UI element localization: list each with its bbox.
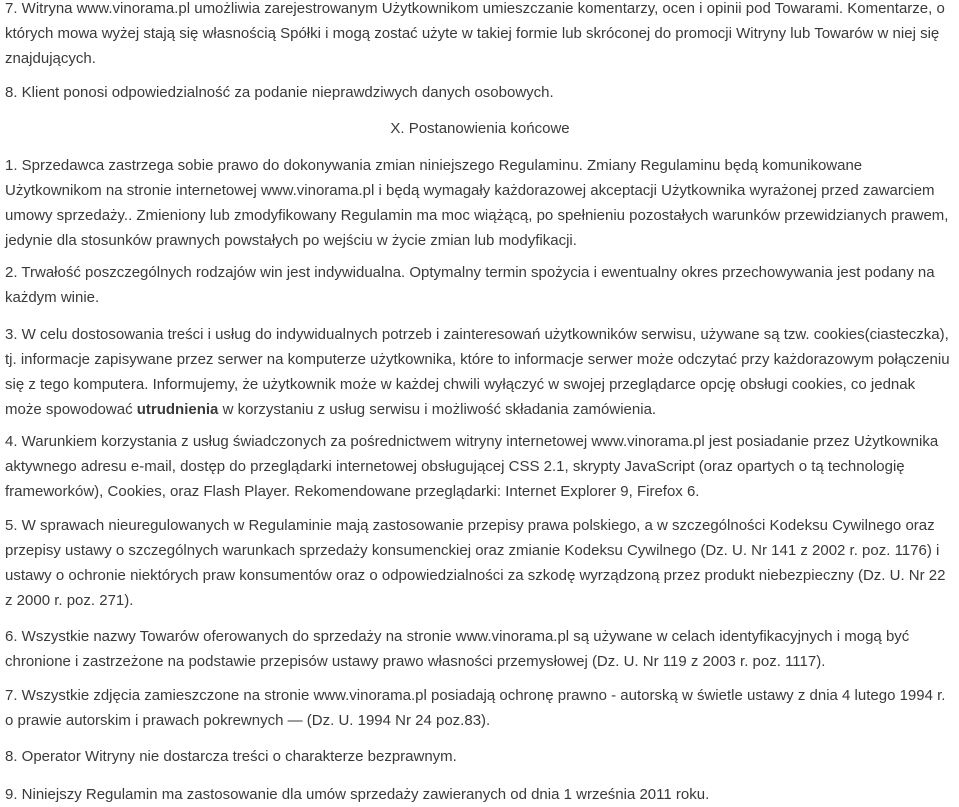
section-x-item-7: 7. Wszystkie zdjęcia zamieszczone na stronie www.vinorama.pl posiadają ochronę prawno - autorską w świetle ustawy z dnia 4 lutego 1994 r. o prawie autorskim i prawach pokrewnych — (Dz. U. 1994 Nr 24 poz.83). — [5, 687, 946, 729]
section-x-item-3 — [5, 322, 955, 422]
section-x-item-5: 5. W sprawach nieuregulowanych w Regulaminie mają zastosowanie przepisy prawa polskiego, a w szczególności Kodeksu Cywilnego oraz przepisy ustawy o szczególnych warunkach sprzedaży konsumenckiej oraz zmianie Kodeksu Cywilnego (Dz. U. Nr 141 z 2002 r. poz. 1176) i ustawy o ochronie niektórych praw konsumentów oraz o odpowiedzialności za szkodę wyrządzoną przez produkt niebezpieczny (Dz. U. Nr 22 z 2000 r. poz. 271). — [5, 517, 946, 609]
item-3-text-end: w korzystaniu z usług serwisu i możliwość składania zamówienia. — [218, 401, 657, 418]
section-x-item-9: 9. Niniejszy Regulamin ma zastosowanie dla umów sprzedaży zawieranych od dnia 1 września 2011 roku. — [5, 786, 710, 803]
section-vii-item-8: 8. Klient ponosi odpowiedzialność za podanie nieprawdziwych danych osobowych. — [5, 84, 554, 101]
section-vii-item-7: 7. Witryna www.vinorama.pl umożliwia zarejestrowanym Użytkownikom umieszczanie komentarzy, ocen i opinii pod Towarami. Komentarze, o których mowa wyżej stają się własnością Spółki i mogą zostać użyte w takiej formie lub skróconej do promocji Witryny lub Towarów w niej się znajdujących. — [5, 0, 945, 67]
item-3-bold-word: utrudnienia — [136, 401, 219, 418]
section-x-item-1: 1. Sprzedawca zastrzega sobie prawo do dokonywania zmian niniejszego Regulaminu. Zmiany Regulaminu będą komunikowane Użytkownikom na stronie internetowej www.vinorama.pl i będą wymagały każdorazowej akceptacji Użytkownika wyrażonej przed zawarciem umowy sprzedaży.. Zmieniony lub zmodyfikowany Regulamin ma moc wiążącą, po spełnieniu pozostałych warunków przewidzianych prawem, jedynie dla stosunków prawnych powstałych po wejściu w życie zmian lub modyfikacji. — [5, 157, 949, 249]
section-x-item-2: 2. Trwałość poszczególnych rodzajów win jest indywidualna. Optymalny termin spożycia i ewentualny okres przechowywania jest podany na każdym winie. — [5, 264, 935, 306]
section-x-item-8: 8. Operator Witryny nie dostarcza treści o charakterze bezprawnym. — [5, 748, 457, 765]
section-x-item-4: 4. Warunkiem korzystania z usług świadczonych za pośrednictwem witryny internetowej www.vinorama.pl jest posiadanie przez Użytkownika aktywnego adresu e-mail, dostęp do przeglądarki internetowej obsługującej CSS 2.1, skrypty JavaScript (oraz opartych o tą technologię frameworków), Cookies, oraz Flash Player. Rekomendowane przeglądarki: Internet Explorer 9, Firefox 6. — [5, 433, 939, 500]
section-x-item-6: 6. Wszystkie nazwy Towarów oferowanych do sprzedaży na stronie www.vinorama.pl są używane w celach identyfikacyjnych i mogą być chronione i zastrzeżone na podstawie przepisów ustawy prawo własności przemysłowej (Dz. U. Nr 119 z 2003 r. poz. 1117). — [5, 628, 910, 670]
item-3-text-start: 3. W celu dostosowania treści i usług do indywidualnych potrzeb i zainteresowań użytkowników serwisu, używane są tzw. cookies(ciasteczka), tj. informacje zapisywane przez serwer na komputerze użytkownika, które to informacje serwer może odczytać przy każdorazowym połączeniu się z tego komputera. Informujemy, że użytkownik może w każdej chwili wyłączyć w swojej przeglądarce opcję obsługi cookies, co jednak może spowodować — [5, 326, 950, 418]
section-x-heading: X. Postanowienia końcowe — [390, 120, 570, 137]
